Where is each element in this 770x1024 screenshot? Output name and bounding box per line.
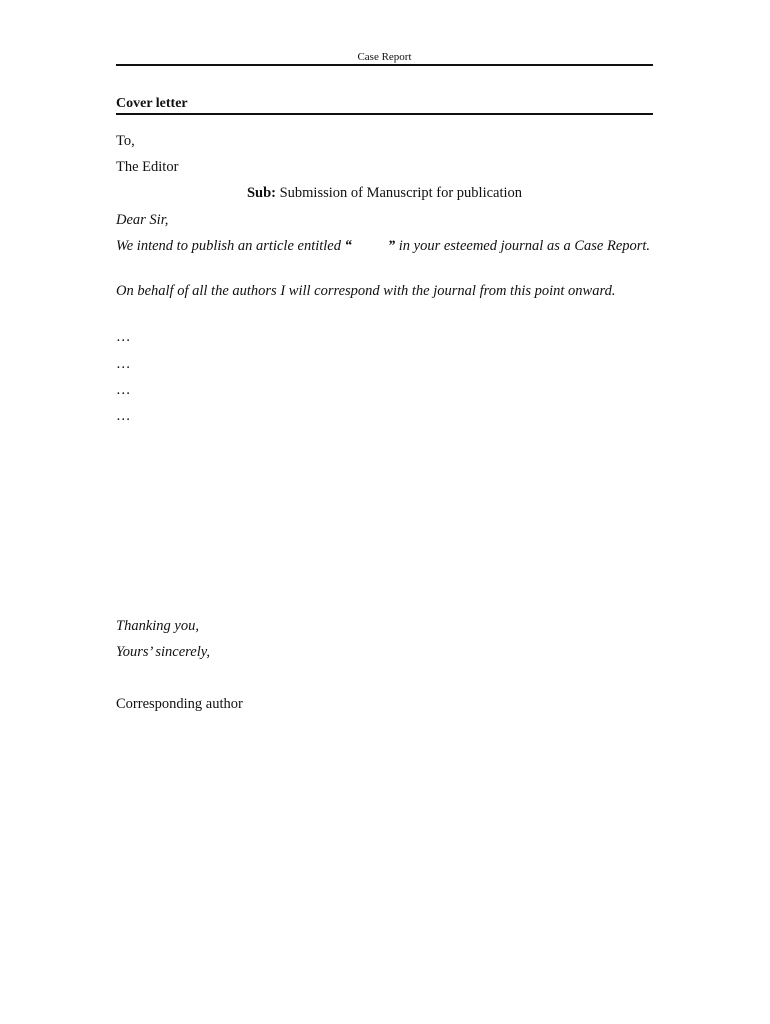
heading-rule [116,113,653,115]
closing-sincerely: Yours’ sincerely, [116,644,210,660]
salutation-to: To, [116,133,135,149]
ellipsis-line: … [116,408,131,424]
paragraph-article-tail: in your esteemed journal as a Case Report. [395,238,651,254]
signature: Corresponding author [116,696,243,712]
section-heading: Cover letter [116,96,188,111]
ellipsis-line: … [116,382,131,398]
paragraph-article [116,237,653,256]
open-quote: “ [344,238,352,254]
recipient: The Editor [116,159,179,175]
subject-label: Sub: [246,185,276,201]
ellipsis-line: … [116,329,131,345]
closing-thanks: Thanking you, [116,618,199,634]
close-quote: ” [387,238,396,254]
subject-text: Submission of Manuscript for publication [275,185,523,201]
header-rule [116,64,653,66]
ellipsis-line: … [116,356,131,372]
subject-line [116,184,653,203]
running-header: Case Report [357,51,412,63]
paragraph-correspondence: On behalf of all the authors I will correspond with the journal from this point onward. [116,283,616,299]
paragraph-article-lead: We intend to publish an article entitled [116,238,345,254]
greeting: Dear Sir, [116,212,169,228]
